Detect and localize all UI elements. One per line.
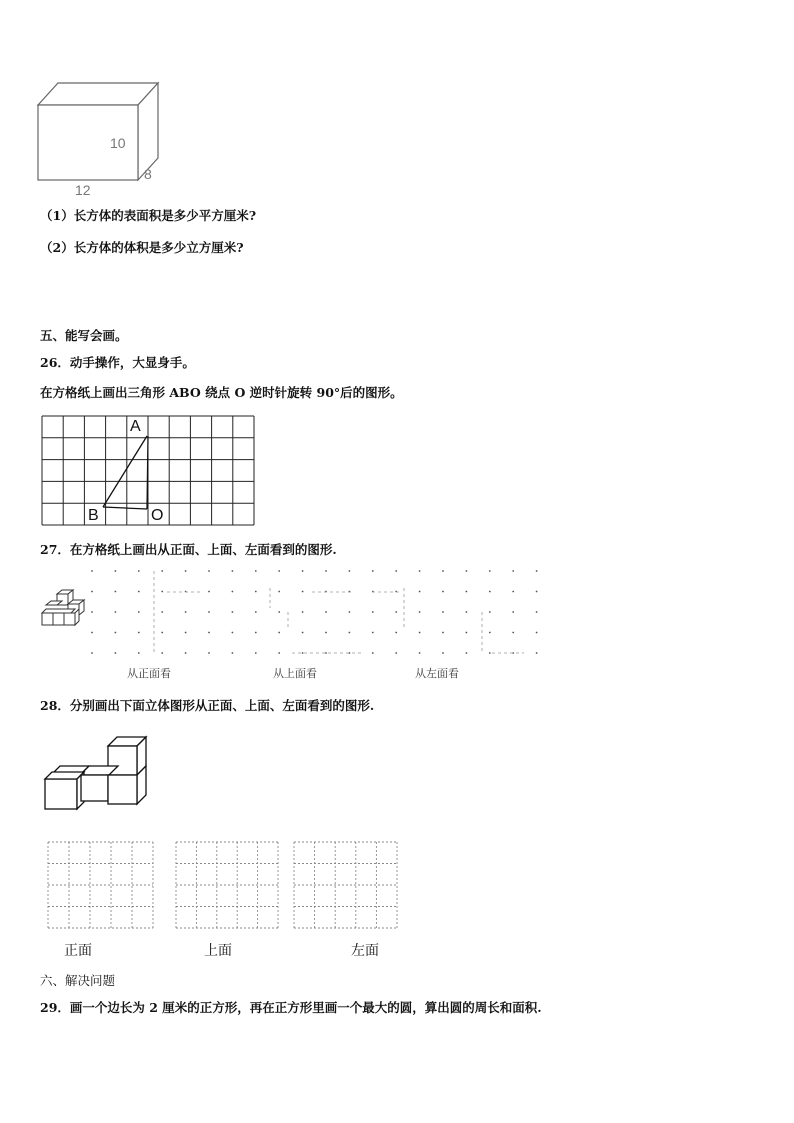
- grid-dot: [302, 591, 304, 593]
- grid-dot: [536, 591, 538, 593]
- grid-dot: [372, 611, 374, 613]
- grid-dot: [161, 632, 163, 634]
- height-label: 10: [110, 135, 126, 151]
- point-b-label: B: [88, 507, 99, 524]
- grid-dot: [185, 632, 187, 634]
- grid-dot: [466, 652, 468, 654]
- grid-dot: [138, 652, 140, 654]
- grid-dot: [536, 632, 538, 634]
- grid-dot: [161, 611, 163, 613]
- small-cubes-figure: [40, 590, 100, 635]
- grid-dot: [138, 591, 140, 593]
- width-label: 8: [144, 166, 152, 182]
- grid-dot: [232, 611, 234, 613]
- grid-dot: [138, 570, 140, 572]
- grid-dot: [512, 632, 514, 634]
- grid-dot: [466, 632, 468, 634]
- grid-dot: [208, 611, 210, 613]
- grid-dot: [302, 611, 304, 613]
- triangle-side-bo: [103, 507, 147, 509]
- grid-dot: [349, 611, 351, 613]
- grid-dot: [419, 611, 421, 613]
- grid-dot: [536, 570, 538, 572]
- grid-dot: [512, 570, 514, 572]
- question-volume: （2）长方体的体积是多少立方厘米?: [40, 240, 244, 255]
- grid-dot: [208, 570, 210, 572]
- grid-dot: [255, 632, 257, 634]
- grid-dot: [208, 591, 210, 593]
- grid-dot: [325, 570, 327, 572]
- grid-dot: [278, 611, 280, 613]
- grid-dot: [395, 652, 397, 654]
- grid-dot: [232, 570, 234, 572]
- rotation-grid: [41, 415, 255, 525]
- grid-dot: [442, 570, 444, 572]
- grid-dot: [278, 570, 280, 572]
- question-29: 29．画一个边长为 2 厘米的正方形，再在正方形里画一个最大的圆，算出圆的周长和面积.: [40, 1000, 542, 1015]
- grid-dot: [466, 611, 468, 613]
- grid-dot: [325, 632, 327, 634]
- question-surface-area: （1）长方体的表面积是多少平方厘米?: [40, 208, 257, 223]
- grid-dot: [91, 570, 93, 572]
- grid-dot: [278, 632, 280, 634]
- grid-dot: [325, 652, 327, 654]
- question-26-instruction: 在方格纸上画出三角形 ABO 绕点 O 逆时针旋转 90°后的图形。: [40, 385, 403, 400]
- grid-dot: [372, 652, 374, 654]
- grid-dot: [442, 611, 444, 613]
- grid-dot: [138, 632, 140, 634]
- grid-dot: [512, 591, 514, 593]
- grid-dot: [349, 570, 351, 572]
- grid-dot: [395, 632, 397, 634]
- grid-dot: [232, 632, 234, 634]
- grid-dot: [208, 652, 210, 654]
- caption-left-view: 从左面看: [415, 667, 459, 680]
- grid-dot: [302, 652, 304, 654]
- section-five-heading: 五、能写会画。: [40, 328, 128, 343]
- question-26-title: 26．动手操作，大显身手。: [40, 355, 195, 370]
- section-six-heading: 六、解决问题: [40, 973, 116, 988]
- grid-dot: [512, 611, 514, 613]
- grid-dot: [325, 611, 327, 613]
- grid-dot: [489, 632, 491, 634]
- grid-dot: [302, 570, 304, 572]
- grid-dot: [91, 591, 93, 593]
- label-front: 正面: [64, 943, 92, 959]
- grid-dot: [91, 632, 93, 634]
- label-top: 上面: [204, 943, 232, 959]
- grid-dot: [232, 591, 234, 593]
- dotted-view-grids: [92, 568, 532, 658]
- grid-dot: [419, 652, 421, 654]
- point-a-label: A: [130, 418, 141, 435]
- grid-dot: [372, 632, 374, 634]
- triangle-side-ab: [103, 436, 147, 507]
- stacked-cubes-figure: [44, 735, 164, 815]
- dashed-view-grids: [46, 840, 406, 930]
- grid-dot: [161, 652, 163, 654]
- grid-dot: [419, 591, 421, 593]
- grid-dot: [489, 652, 491, 654]
- grid-dot: [466, 570, 468, 572]
- grid-dot: [395, 570, 397, 572]
- grid-dot: [489, 611, 491, 613]
- grid-dot: [208, 632, 210, 634]
- grid-dot: [115, 591, 117, 593]
- grid-dot: [278, 591, 280, 593]
- grid-dot: [255, 611, 257, 613]
- grid-dot: [442, 591, 444, 593]
- grid-dot: [442, 652, 444, 654]
- grid-dot: [419, 570, 421, 572]
- grid-dot: [489, 570, 491, 572]
- grid-dot: [115, 632, 117, 634]
- grid-dot: [255, 652, 257, 654]
- grid-dot: [115, 570, 117, 572]
- grid-dot: [161, 591, 163, 593]
- grid-dot: [185, 611, 187, 613]
- grid-dot: [419, 632, 421, 634]
- question-27-title: 27．在方格纸上画出从正面、上面、左面看到的图形.: [40, 542, 337, 557]
- grid-dot: [278, 652, 280, 654]
- grid-dot: [232, 652, 234, 654]
- point-o-label: O: [151, 507, 164, 524]
- grid-dot: [138, 611, 140, 613]
- grid-dot: [115, 611, 117, 613]
- grid-dot: [395, 611, 397, 613]
- question-28-title: 28．分别画出下面立体图形从正面、上面、左面看到的图形.: [40, 698, 375, 713]
- caption-top-view: 从上面看: [273, 667, 317, 680]
- grid-dot: [185, 652, 187, 654]
- grid-dot: [161, 570, 163, 572]
- grid-dot: [466, 591, 468, 593]
- label-left: 左面: [351, 943, 379, 959]
- caption-front-view: 从正面看: [127, 667, 171, 680]
- grid-dot: [115, 652, 117, 654]
- grid-dot: [255, 570, 257, 572]
- cuboid-figure: [30, 78, 170, 198]
- grid-dot: [536, 611, 538, 613]
- grid-dot: [536, 652, 538, 654]
- grid-dot: [442, 632, 444, 634]
- grid-dot: [489, 591, 491, 593]
- grid-dot: [255, 591, 257, 593]
- grid-dot: [91, 611, 93, 613]
- grid-dot: [185, 570, 187, 572]
- grid-dot: [302, 632, 304, 634]
- grid-dot: [372, 570, 374, 572]
- grid-dot: [91, 652, 93, 654]
- grid-dot: [349, 632, 351, 634]
- length-label: 12: [75, 182, 91, 198]
